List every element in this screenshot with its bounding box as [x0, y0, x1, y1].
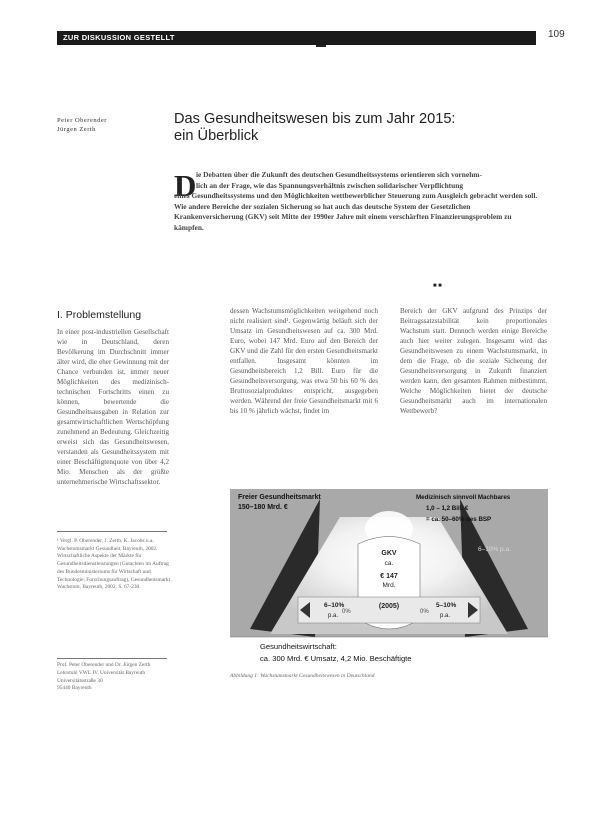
arrow-right-label: 0%: [420, 609, 429, 615]
title-line: Das Gesundheitswesen bis zum Jahr 2015:: [174, 111, 456, 127]
label-right-value1: 1,0 – 1,2 Bill. €: [426, 505, 469, 512]
address-line: 95440 Bayreuth: [57, 685, 92, 692]
figure: [230, 489, 548, 669]
abstract: [196, 170, 539, 191]
author-list: [57, 116, 107, 134]
bottom-title: Gesundheitswirtschaft:: [260, 642, 337, 651]
abstract-line: ie Debatten über die Zukunft des deutschen Gesundheitssystems orientieren sich vornehm-: [196, 170, 482, 179]
author-name: Peter Oberender: [57, 117, 107, 124]
footnote-rule: [57, 531, 167, 532]
abstract-line: lich an der Frage, wie das Spannungsverhältnis zwischen solidarischer Verpflichtung: [196, 180, 464, 190]
paragraph: Bereich der GKV aufgrund des Prinzips der Beitragssatzstabilität kein proportionales Wachstum statt. Dennoch werden einige Bereiche auch hier weiter zulegen. Insgesamt wird das Gesundheitswesen zu einem Wachstumsmarkt, in dem die Frage, ob die soziale Sicherung der Gesundheitsversorgung in Zukunft finanziert werden kann, den gesamten Rahmen mitbestimmt. Welche Möglichkeiten bietet der deutsche Gesundheitsmarkt auch im internationalen Wettbewerb?: [400, 307, 547, 415]
paragraph: In einer post-industriellen Gesellschaft wie in Deutschland, deren Bevölkerung im Durchschnitt immer älter wird, die eher Gewinnung mit der Chance verbunden ist, immer neuer Möglichkeiten des medizinisch-technischen Fortschritts einen zu können, bewertende die Gesundheitsausgaben in Relation zur gesamtwirtschaftlichen Wertschöpfung zunehmend an Bedeutung. Gleichzeitig erweist sich das Gesundheitswesen, verstanden als Gesundheitssystem mit einer Beschäftigtenquote von über 4,2 Mio. Menschen als der größte unternehmerische Wirtschaftssektor.: [57, 328, 169, 486]
growth-band: [298, 597, 480, 623]
figure-diagram: [230, 489, 548, 669]
right-pa-label: p.a.: [440, 613, 451, 619]
address-line: Universitätsstraße 30: [57, 677, 103, 684]
abstract-rest: eines Gesundheitssystems und den Möglichkeiten wettbewerblicher Steuerung zum Ausgleich gebracht werden soll. Wie andere Bereiche der sozialen Sicherung so hat auch das deutsche System der Gesetzlichen Krankenversicherung (GKV) seit Mitte der 1990er Jahre mit einem verschärften Finanzierungsproblem zu kämpfen.: [174, 191, 538, 232]
title-line: ein Überblick: [174, 128, 259, 144]
drop-cap: D: [174, 168, 197, 203]
label-right-title: Medizinisch sinnvoll Machbares: [416, 494, 511, 501]
header-tick: [316, 45, 326, 47]
footnote: ¹ Vergl. P. Oberender, J. Zerth, K. Jacobs u.a. Wachstumsmarkt Gesundheit, Bayreuth, 2002. Wirtschaftliche Aspekte der Märkte für Gesundheitsdienstleistungen (Gutachten im Auftrag des Bundesministeriums für Wirtschaft und Technologie, Forschungsauftrag), Gesundheitsmarkt Wachstum, Bayreuth, 2002, S. 67-230.: [57, 538, 171, 591]
right-pct-label: 5–10%: [436, 602, 457, 609]
address-line: Lehrstuhl VWL IV, Universität Bayreuth: [57, 669, 146, 676]
left-pa-label: p.a.: [328, 613, 339, 619]
section-label: ZUR DISKUSSION GESTELLT: [63, 33, 175, 42]
gkv-unit: Mrd.: [382, 582, 396, 589]
address-line: Prof. Peter Oberender und Dr. Jürgen Zerth: [57, 662, 151, 668]
text-column: [57, 327, 169, 487]
section-heading: I. Problemstellung: [57, 309, 142, 321]
gkv-label: GKV: [381, 550, 397, 557]
address-rule: [57, 658, 167, 659]
left-pct-label: 6–10%: [324, 602, 345, 609]
gkv-year: (2005): [378, 603, 400, 610]
author-address: [57, 662, 177, 693]
author-name: Jürgen Zerth: [57, 126, 96, 133]
page-number: 109: [548, 29, 565, 40]
figure-caption: Abbildung 1: Wachstumsmarkt Gesundheitswesen in Deutschland: [230, 673, 375, 679]
label-right-value2: = ca. 50–60% des BSP: [426, 516, 492, 523]
text-column: [230, 306, 378, 416]
label-left-title: Freier Gesundheitsmarkt: [238, 494, 321, 501]
page-title: [174, 111, 534, 145]
bottom-value: ca. 300 Mrd. € Umsatz, 4,2 Mio. Beschäftigte: [260, 654, 412, 663]
paragraph: dessen Wachstumsmöglichkeiten weitgehend noch nicht realisiert sind¹. Gegenwärtig beläuft sich der Umsatz im Gesundheitswesen auf ca. 300 Mrd. Euro, wobei 147 Mrd. Euro auf den Bereich der GKV und die Zahl für den ersten Gesundheitsmarkt entfallen. Insgesamt könnten im Gesundheitsbereich 1,2 Bill. Euro für die Gesundheitsversorgung, was etwa 50 bis 60 % des Bruttosozialproduktes entspricht, ausgegeben werden. Während der freie Gesundheitsmarkt mit 6 bis 10 % jährlich wächst, findet im: [230, 307, 378, 415]
section-separator: ■ ■: [433, 283, 442, 289]
gkv-ca: ca.: [384, 560, 394, 567]
outer-right-label: 6–10% p.a.: [478, 546, 511, 553]
arrow-left-label: 0%: [342, 609, 351, 615]
gkv-value: € 147: [380, 573, 398, 580]
text-column: [400, 306, 547, 416]
label-left-value: 150–180 Mrd. €: [238, 504, 288, 511]
